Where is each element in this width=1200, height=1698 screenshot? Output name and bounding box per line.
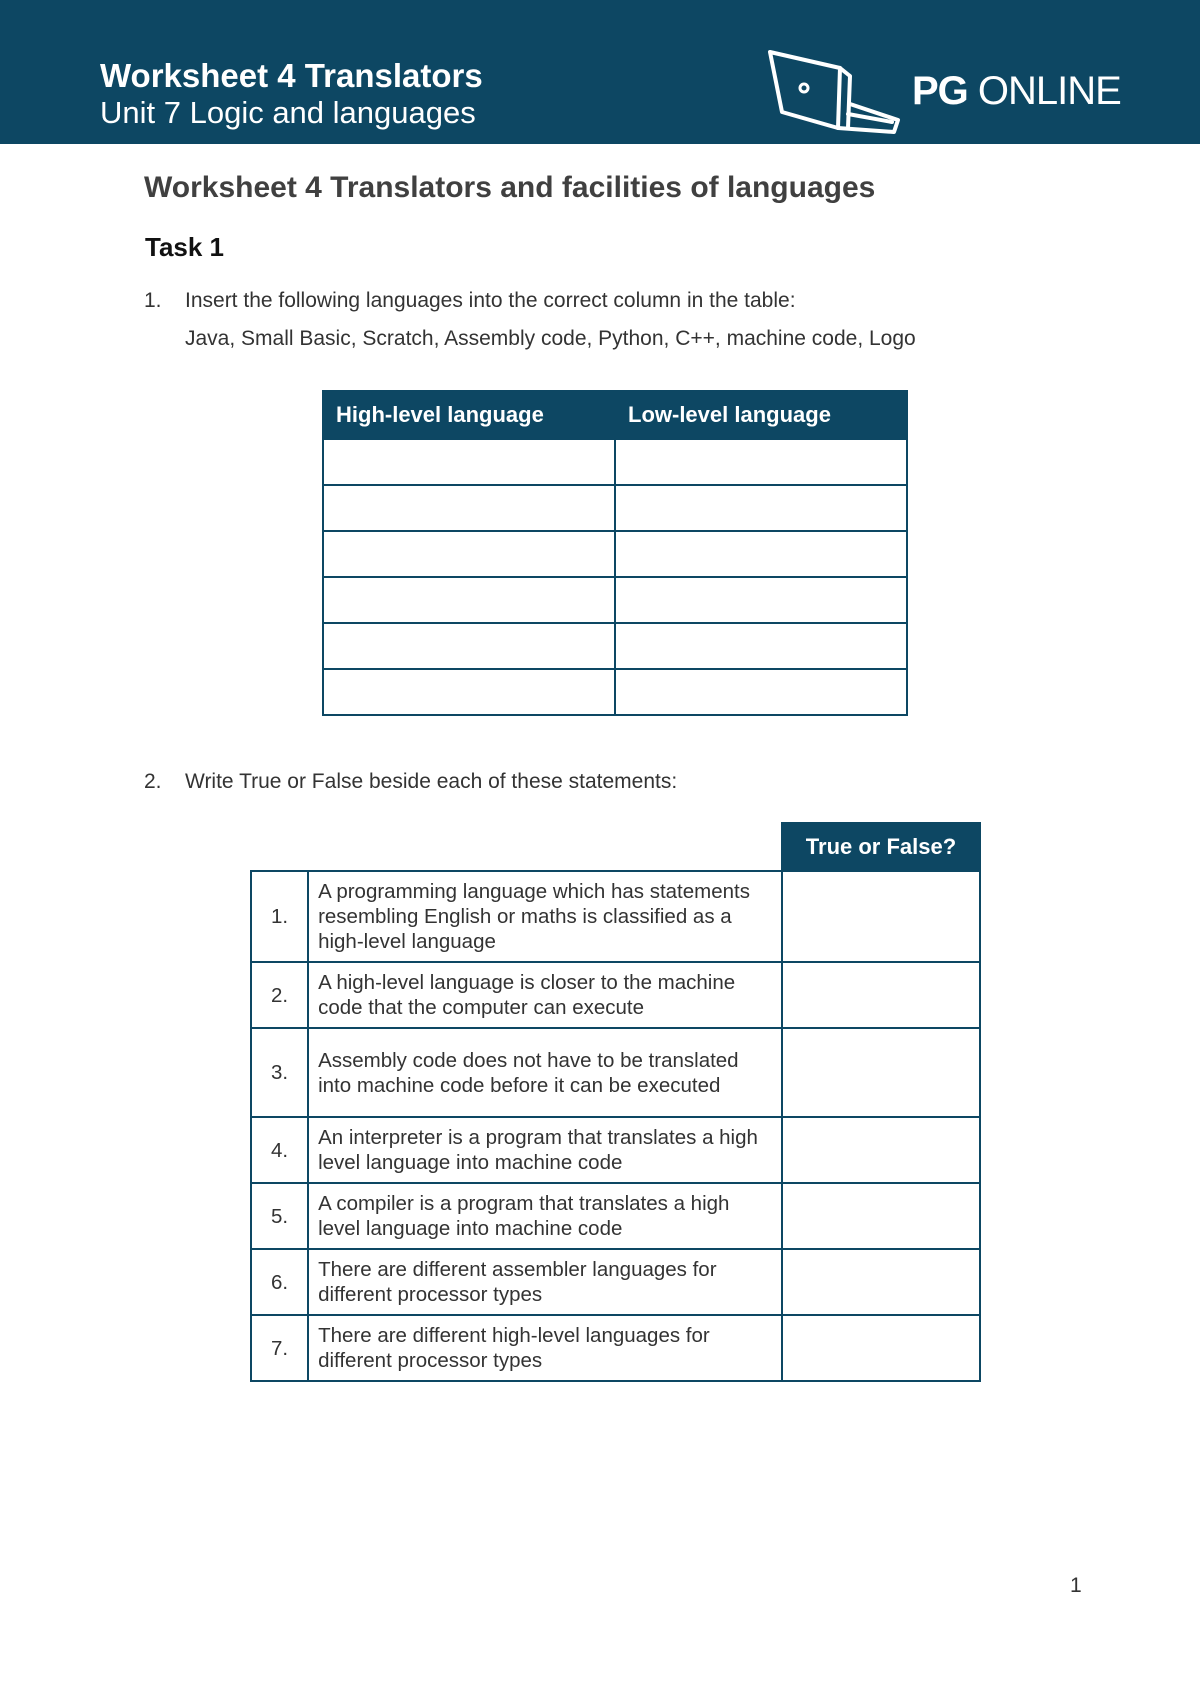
table-row bbox=[323, 623, 907, 669]
logo-text-online: ONLINE bbox=[967, 69, 1121, 113]
high-level-cell[interactable] bbox=[323, 531, 615, 577]
question-2-instruction: Write True or False beside each of these statements: bbox=[185, 770, 678, 793]
statement-text: Assembly code does not have to be translated into machine code before it can be executed bbox=[308, 1028, 782, 1117]
worksheet-title: Worksheet 4 Translators bbox=[100, 57, 483, 94]
table-row bbox=[251, 1249, 980, 1315]
statement-number: 1. bbox=[251, 871, 308, 962]
language-list: Java, Small Basic, Scratch, Assembly code, Python, C++, machine code, Logo bbox=[185, 327, 916, 350]
table-row bbox=[323, 485, 907, 531]
logo-text-pg: PG bbox=[912, 69, 968, 113]
table-corner-spacer bbox=[251, 823, 782, 871]
high-level-cell[interactable] bbox=[323, 669, 615, 715]
low-level-cell[interactable] bbox=[615, 485, 907, 531]
answer-cell[interactable] bbox=[782, 1117, 980, 1183]
column-header-true-or-false: True or False? bbox=[782, 823, 980, 871]
table-row bbox=[323, 439, 907, 485]
unit-subtitle: Unit 7 Logic and languages bbox=[100, 95, 476, 130]
high-level-cell[interactable] bbox=[323, 439, 615, 485]
statement-text: A high-level language is closer to the machine code that the computer can execute bbox=[308, 962, 782, 1028]
low-level-cell[interactable] bbox=[615, 531, 907, 577]
language-table bbox=[322, 390, 908, 716]
statement-text: There are different high-level languages for different processor types bbox=[308, 1315, 782, 1381]
question-2-number: 2. bbox=[144, 770, 162, 793]
pg-online-logo bbox=[766, 48, 1121, 134]
statement-text: An interpreter is a program that translates a high level language into machine code bbox=[308, 1117, 782, 1183]
answer-cell[interactable] bbox=[782, 1183, 980, 1249]
statement-number: 7. bbox=[251, 1315, 308, 1381]
question-1-number: 1. bbox=[144, 289, 162, 312]
statement-text: There are different assembler languages for different processor types bbox=[308, 1249, 782, 1315]
statement-text: A compiler is a program that translates a high level language into machine code bbox=[308, 1183, 782, 1249]
page-title: Worksheet 4 Translators and facilities of languages bbox=[144, 171, 876, 204]
table-row bbox=[251, 871, 980, 962]
low-level-cell[interactable] bbox=[615, 577, 907, 623]
statement-number: 2. bbox=[251, 962, 308, 1028]
low-level-cell[interactable] bbox=[615, 439, 907, 485]
answer-cell[interactable] bbox=[782, 962, 980, 1028]
page-number: 1 bbox=[1070, 1574, 1082, 1597]
table-row bbox=[323, 531, 907, 577]
statement-text: A programming language which has statements resembling English or maths is classified as a high-level language bbox=[308, 871, 782, 962]
table-row bbox=[251, 1315, 980, 1381]
true-false-table bbox=[250, 822, 981, 1382]
high-level-cell[interactable] bbox=[323, 485, 615, 531]
logo-wordmark bbox=[912, 68, 1121, 114]
table-row bbox=[251, 1117, 980, 1183]
answer-cell[interactable] bbox=[782, 1028, 980, 1117]
table-row bbox=[251, 1183, 980, 1249]
high-level-cell[interactable] bbox=[323, 577, 615, 623]
statement-number: 4. bbox=[251, 1117, 308, 1183]
laptop-book-icon bbox=[766, 48, 906, 134]
high-level-cell[interactable] bbox=[323, 623, 615, 669]
table-row bbox=[251, 962, 980, 1028]
statement-number: 5. bbox=[251, 1183, 308, 1249]
table-row bbox=[323, 577, 907, 623]
answer-cell[interactable] bbox=[782, 871, 980, 962]
answer-cell[interactable] bbox=[782, 1249, 980, 1315]
table-row bbox=[323, 669, 907, 715]
statement-number: 6. bbox=[251, 1249, 308, 1315]
table-row bbox=[251, 1028, 980, 1117]
question-1-instruction: Insert the following languages into the correct column in the table: bbox=[185, 289, 796, 312]
answer-cell[interactable] bbox=[782, 1315, 980, 1381]
column-header-high-level: High-level language bbox=[323, 391, 615, 439]
statement-number: 3. bbox=[251, 1028, 308, 1117]
header-banner bbox=[0, 0, 1200, 144]
low-level-cell[interactable] bbox=[615, 669, 907, 715]
task-heading: Task 1 bbox=[145, 232, 225, 262]
low-level-cell[interactable] bbox=[615, 623, 907, 669]
column-header-low-level: Low-level language bbox=[615, 391, 907, 439]
